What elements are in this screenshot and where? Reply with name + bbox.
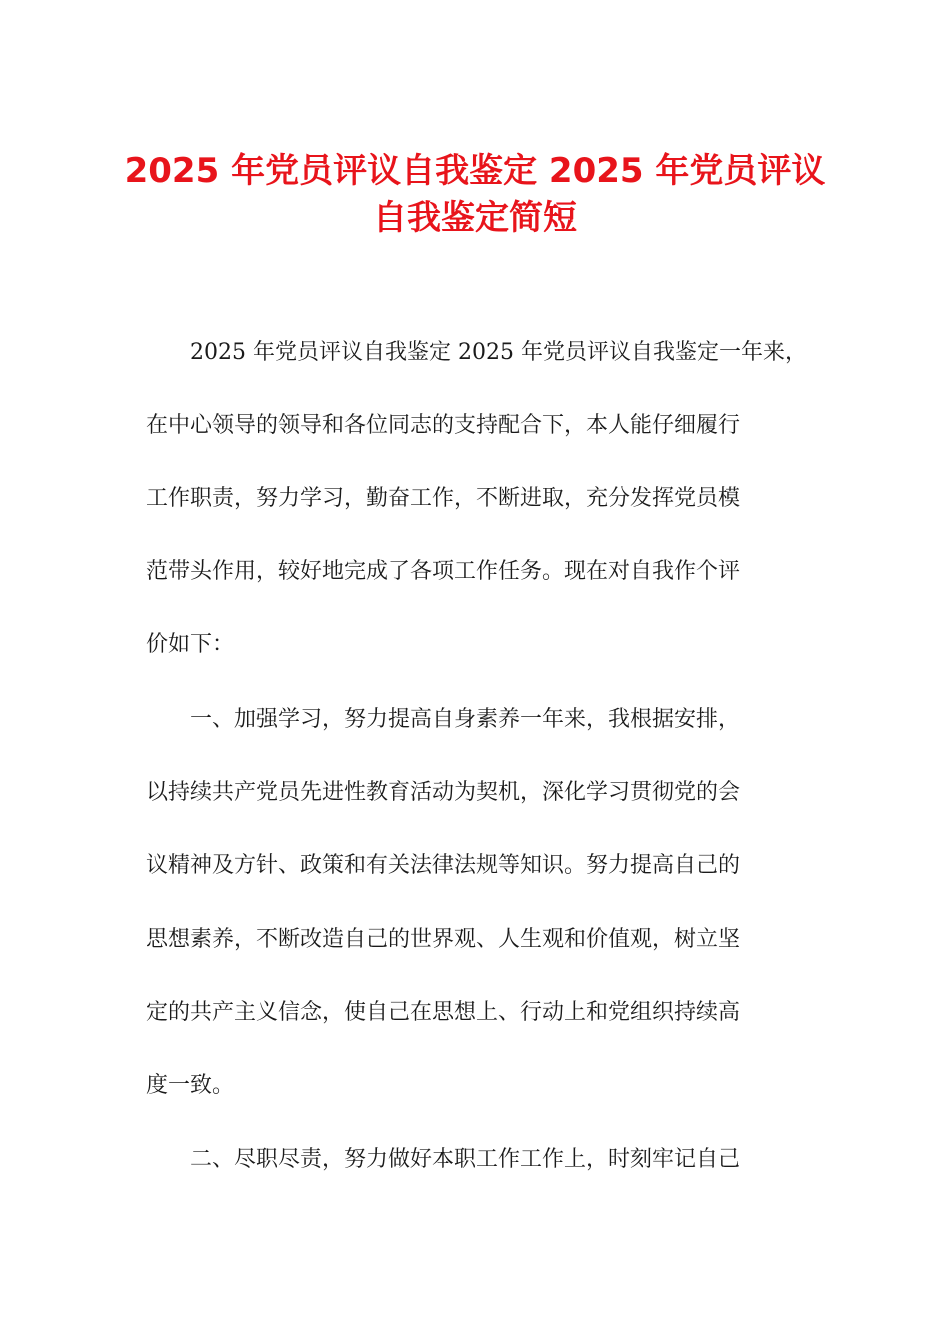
paragraph-2-line-3: 议精神及方针、政策和有关法律法规等知识。努力提高自己的 xyxy=(146,853,741,878)
paragraph-1-line-3: 工作职责，努力学习，勤奋工作，不断进取，充分发挥党员模 xyxy=(146,486,741,511)
paragraph-2-line-1: 一、加强学习，努力提高自身素养一年来，我根据安排， xyxy=(190,707,741,732)
document-title-line-2: 自我鉴定简短 xyxy=(373,198,577,238)
paragraph-2-line-2: 以持续共产党员先进性教育活动为契机，深化学习贯彻党的会 xyxy=(146,780,741,805)
paragraph-1-line-5: 价如下： xyxy=(146,632,235,657)
paragraph-2-line-4: 思想素养，不断改造自己的世界观、人生观和价值观，树立坚 xyxy=(146,927,741,952)
paragraph-3-line-1: 二、尽职尽责，努力做好本职工作工作上，时刻牢记自己 xyxy=(190,1147,741,1172)
paragraph-1-line-1: 2025 年党员评议自我鉴定 2025 年党员评议自我鉴定一年来， xyxy=(190,340,807,365)
paragraph-2-line-5: 定的共产主义信念，使自己在思想上、行动上和党组织持续高 xyxy=(146,1000,741,1025)
paragraph-1-line-2: 在中心领导的领导和各位同志的支持配合下，本人能仔细履行 xyxy=(146,413,741,438)
paragraph-2-line-6: 度一致。 xyxy=(146,1073,235,1098)
document-title-line-1: 2025 年党员评议自我鉴定 2025 年党员评议 xyxy=(124,151,826,191)
paragraph-1-line-4: 范带头作用，较好地完成了各项工作任务。现在对自我作个评 xyxy=(146,559,741,584)
